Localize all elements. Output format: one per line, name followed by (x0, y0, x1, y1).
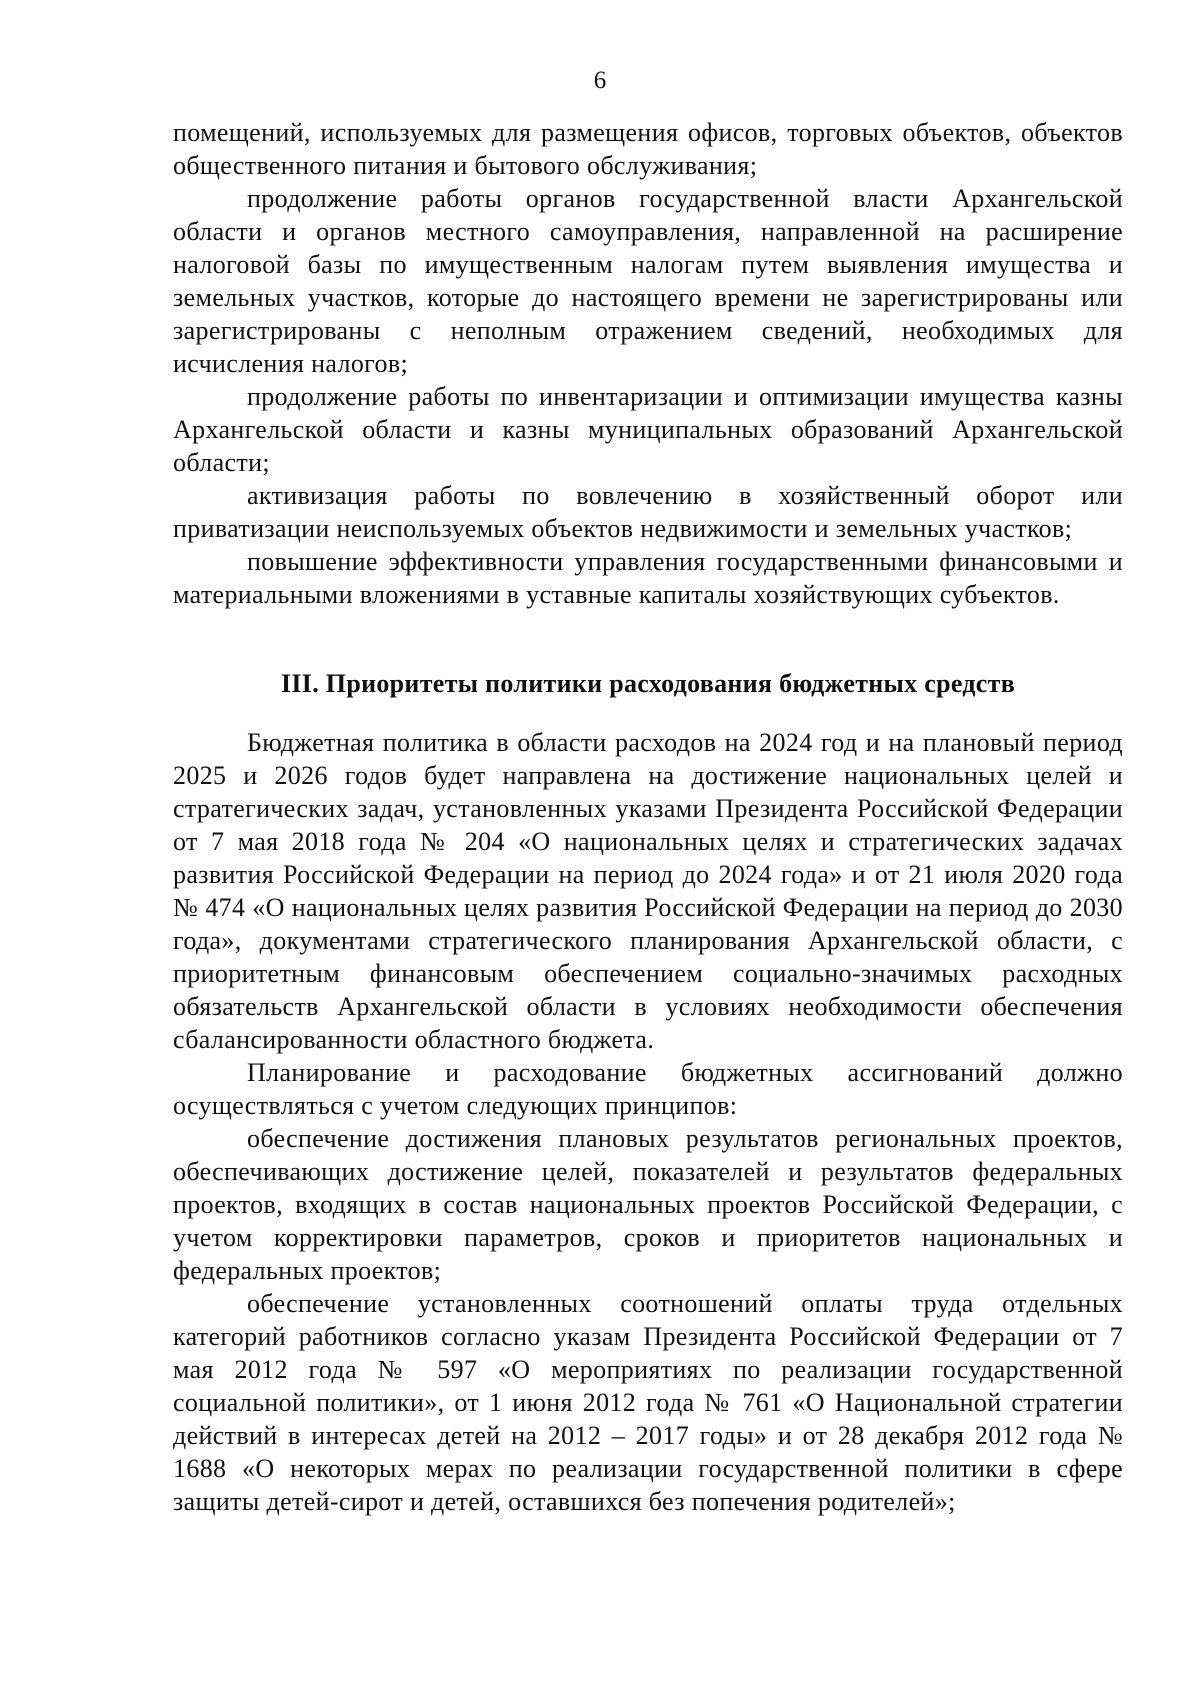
paragraph: активизация работы по вовлечению в хозяйственный оборот или приватизации неиспользуемых объектов недвижимости и земельных участков; (173, 481, 1123, 543)
top-text-block (173, 116, 1123, 611)
page-number: 6 (593, 67, 607, 94)
paragraph: повышение эффективности управления государственными финансовыми и материальными вложениями в уставные капиталы хозяйствующих субъектов. (173, 547, 1123, 609)
paragraph: обеспечение достижения плановых результатов региональных проектов, обеспечивающих достижение целей, показателей и результатов федеральных проектов, входящих в состав национальных проектов Российской Федерации, с учетом корректировки параметров, сроков и приоритетов национальных и федеральных проектов; (173, 1124, 1123, 1285)
paragraph: продолжение работы органов государственной власти Архангельской области и органов местного самоуправления, направленной на расширение налоговой базы по имущественным налогам путем выявления имущества и земельных участков, которые до настоящего времени не зарегистрированы или зарегистрированы с неполным отражением сведений, необходимых для исчисления налогов; (173, 184, 1123, 378)
paragraph: Планирование и расходование бюджетных ассигнований должно осуществляться с учетом следующих принципов: (173, 1058, 1123, 1120)
section-heading: III. Приоритеты политики расходования бюджетных средств (280, 669, 1016, 698)
paragraph: Бюджетная политика в области расходов на 2024 год и на плановый период 2025 и 2026 годов будет направлена на достижение национальных целей и стратегических задач, установленных указами Президента Российской Федерации от 7 мая 2018 года № 204 «О национальных целях и стратегических задачах развития Российской Федерации на период до 2024 года» и от 21 июля 2020 года № 474 «О национальных целях развития Российской Федерации на период до 2030 года», документами стратегического планирования Архангельской области, с приоритетным финансовым обеспечением социально-значимых расходных обязательств Архангельской области в условиях необходимости обеспечения сбалансированности областного бюджета. (173, 728, 1123, 1054)
paragraph-continuation: помещений, используемых для размещения офисов, торговых объектов, объектов общественного питания и бытового обслуживания; (173, 118, 1123, 180)
paragraph: продолжение работы по инвентаризации и оптимизации имущества казны Архангельской области и казны муниципальных образований Архангельской области; (173, 382, 1123, 477)
bottom-text-block (173, 726, 1123, 1518)
paragraph: обеспечение установленных соотношений оплаты труда отдельных категорий работников согласно указам Президента Российской Федерации от 7 мая 2012 года № 597 «О мероприятиях по реализации государственной социальной политики», от 1 июня 2012 года № 761 «О Национальной стратегии действий в интересах детей на 2012 – 2017 годы» и от 28 декабря 2012 года № 1688 «О некоторых мерах по реализации государственной политики в сфере защиты детей-сирот и детей, оставшихся без попечения родителей»; (173, 1289, 1123, 1516)
